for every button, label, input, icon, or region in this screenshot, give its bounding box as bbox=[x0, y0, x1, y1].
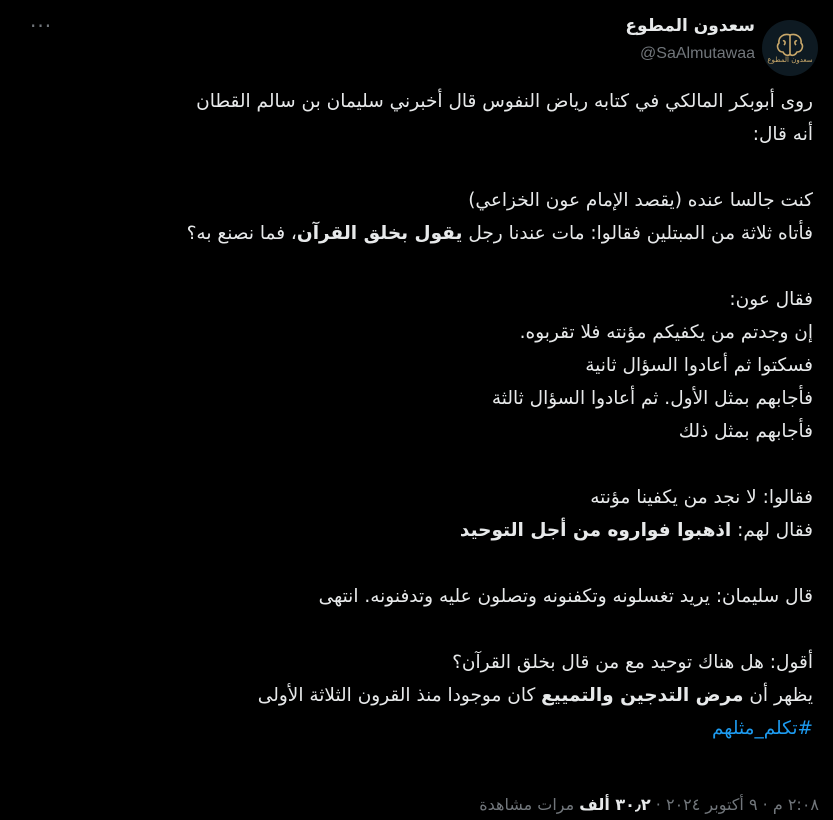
text-segment: فأجابهم بمثل الأول. ثم أعادوا السؤال ثالثة bbox=[491, 388, 813, 409]
paragraph-gap bbox=[18, 151, 813, 184]
text-segment: أقول: هل هناك توحيد مع من قال بخلق القرآن؟ bbox=[452, 652, 813, 673]
tweet-line bbox=[18, 349, 813, 382]
text-segment: فقال عون: bbox=[729, 289, 813, 310]
paragraph-gap bbox=[18, 250, 813, 283]
tweet-line bbox=[18, 85, 813, 118]
tweet-meta bbox=[479, 795, 819, 814]
tweet-date[interactable]: ٩ أكتوبر ٢٠٢٤ bbox=[665, 795, 758, 814]
text-segment: فقالوا: لا نجد من يكفينا مؤنته bbox=[590, 487, 813, 508]
tweet-line bbox=[18, 217, 813, 250]
tweet-line bbox=[18, 382, 813, 415]
tweet-line bbox=[18, 514, 813, 547]
text-segment: أنه قال: bbox=[752, 124, 813, 145]
text-segment: فسكتوا ثم أعادوا السؤال ثانية bbox=[585, 355, 813, 376]
tweet-line bbox=[18, 481, 813, 514]
bold-text: مرض التدجين والتمييع bbox=[541, 685, 744, 706]
text-segment: إن وجدتم من يكفيكم مؤنته فلا تقربوه. bbox=[519, 322, 813, 343]
tweet-line bbox=[18, 184, 813, 217]
text-segment: كان موجودا منذ القرون الثلاثة الأولى bbox=[257, 685, 542, 706]
bold-text: يقول بخلق القرآن bbox=[296, 223, 463, 244]
text-segment: فأتاه ثلاثة من المبتلين فقالوا: مات عندنا رجل bbox=[462, 223, 813, 244]
tweet-line bbox=[18, 646, 813, 679]
text-segment: كنت جالسا عنده (يقصد الإمام عون الخزاعي) bbox=[468, 190, 813, 211]
tweet-line bbox=[18, 679, 813, 712]
text-segment: روى أبوبكر المالكي في كتابه رياض النفوس قال أخبرني سليمان بن سالم القطان bbox=[196, 91, 813, 112]
text-segment: قال سليمان: يريد تغسلونه وتكفنونه وتصلون عليه وتدفنونه. انتهى bbox=[318, 586, 813, 607]
text-segment: ، فما نصنع به؟ bbox=[186, 223, 297, 244]
paragraph-gap bbox=[18, 448, 813, 481]
text-segment: فقال لهم: bbox=[731, 520, 813, 541]
hashtag-link[interactable]: #تكلم_مثلهم bbox=[711, 718, 813, 739]
brain-logo-icon bbox=[775, 32, 805, 58]
display-name[interactable]: سعدون المطوع bbox=[625, 16, 755, 36]
views-label: مرات مشاهدة bbox=[479, 795, 575, 814]
tweet-text bbox=[18, 85, 813, 745]
more-options-icon[interactable]: ··· bbox=[30, 14, 53, 38]
hashtag-line bbox=[18, 712, 813, 745]
tweet-time[interactable]: ٢:٠٨ م bbox=[772, 795, 819, 814]
avatar-caption: سعدون المطوع bbox=[767, 56, 813, 64]
meta-separator: · bbox=[762, 795, 768, 814]
text-segment: فأجابهم بمثل ذلك bbox=[678, 421, 813, 442]
text-segment: يظهر أن bbox=[743, 685, 813, 706]
tweet-line bbox=[18, 283, 813, 316]
user-handle[interactable]: @SaAlmutawaa bbox=[640, 45, 755, 62]
tweet-line bbox=[18, 580, 813, 613]
tweet-header bbox=[0, 8, 833, 68]
views-count: ٣٠٫٢ ألف bbox=[579, 795, 651, 814]
avatar[interactable] bbox=[762, 20, 818, 76]
tweet-line bbox=[18, 118, 813, 151]
tweet-line bbox=[18, 415, 813, 448]
bold-text: اذهبوا فواروه من أجل التوحيد bbox=[459, 520, 732, 541]
meta-separator: · bbox=[655, 795, 661, 814]
author-names bbox=[625, 14, 755, 65]
paragraph-gap bbox=[18, 613, 813, 646]
tweet-line bbox=[18, 316, 813, 349]
paragraph-gap bbox=[18, 547, 813, 580]
